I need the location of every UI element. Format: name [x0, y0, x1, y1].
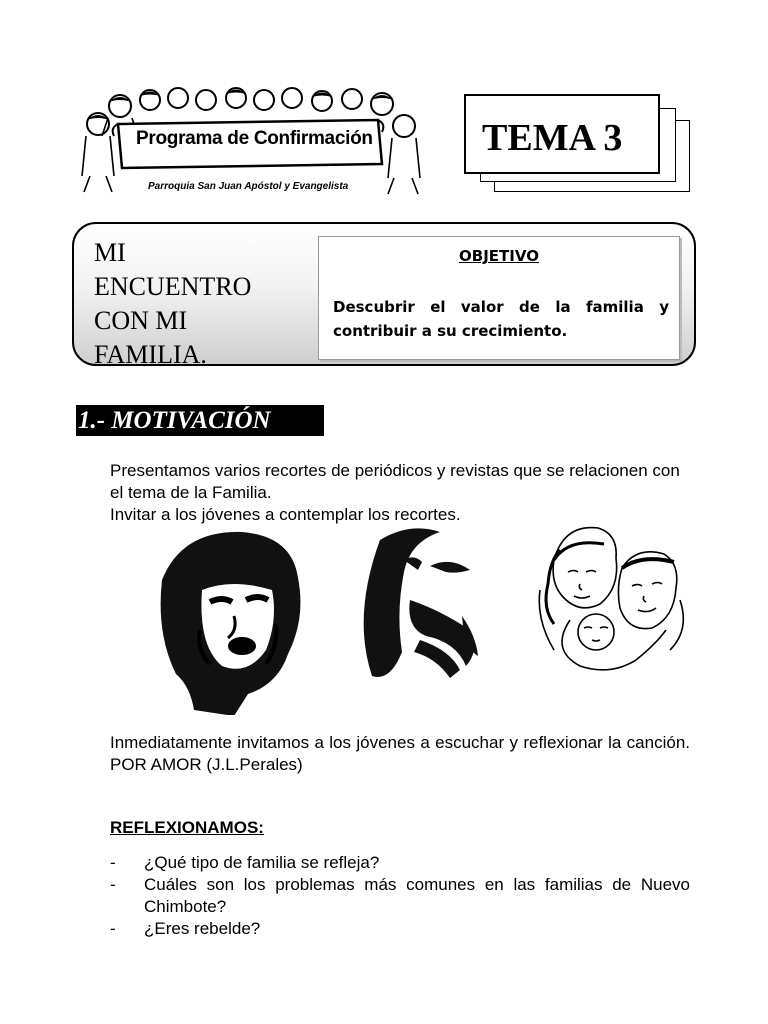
question-text: ¿Eres rebelde?: [144, 919, 261, 938]
program-logo: [78, 84, 423, 200]
front-sheet: [464, 94, 660, 174]
family-sketch-image: [539, 528, 683, 670]
question-text: Cuáles son los problemas más comunes en las familias de Nuevo Chimbote?: [144, 875, 690, 916]
objective-heading: OBJETIVO: [459, 247, 539, 265]
boy-face-image: [161, 532, 301, 715]
mother-child-image: [364, 528, 478, 678]
list-item: [110, 874, 690, 918]
title-line: ENCUENTRO: [94, 272, 252, 301]
title-box: [72, 222, 696, 369]
clippings-images: [150, 520, 690, 715]
bullet-dash: -: [110, 853, 116, 872]
reflexion-heading: REFLEXIONAMOS:: [110, 818, 264, 837]
intro-instruction: Invitar a los jóvenes a contemplar los recortes.: [110, 505, 461, 524]
objective-text: Descubrir el valor de la familia y contribuir a su crecimiento.: [333, 298, 669, 340]
tema-badge: [464, 90, 690, 192]
after-images-paragraph: Inmediatamente invitamos a los jóvenes a escuchar y reflexionar la canción. POR AMOR (J.L.Perales): [110, 733, 690, 774]
bullet-dash: -: [110, 919, 116, 938]
intro-paragraph: Presentamos varios recortes de periódicos y revistas que se relacionen con el tema de la Familia.: [110, 461, 680, 502]
bullet-dash: -: [110, 875, 116, 894]
question-text: ¿Qué tipo de familia se refleja?: [144, 853, 380, 872]
tema-label: TEMA 3: [482, 117, 623, 159]
parish-name: Parroquia San Juan Apóstol y Evangelista: [148, 181, 349, 192]
title-line: MI: [94, 238, 126, 267]
title-line: FAMILIA.: [94, 340, 207, 369]
list-item: [110, 852, 690, 874]
section-heading: 1.- MOTIVACIÓN: [76, 405, 324, 436]
lesson-title: [94, 236, 251, 372]
reflexion-list: [110, 852, 690, 940]
list-item: [110, 918, 690, 940]
banner-title: Programa de Confirmación: [136, 128, 373, 149]
title-line: CON MI: [94, 306, 188, 335]
objective-box: [318, 236, 680, 360]
